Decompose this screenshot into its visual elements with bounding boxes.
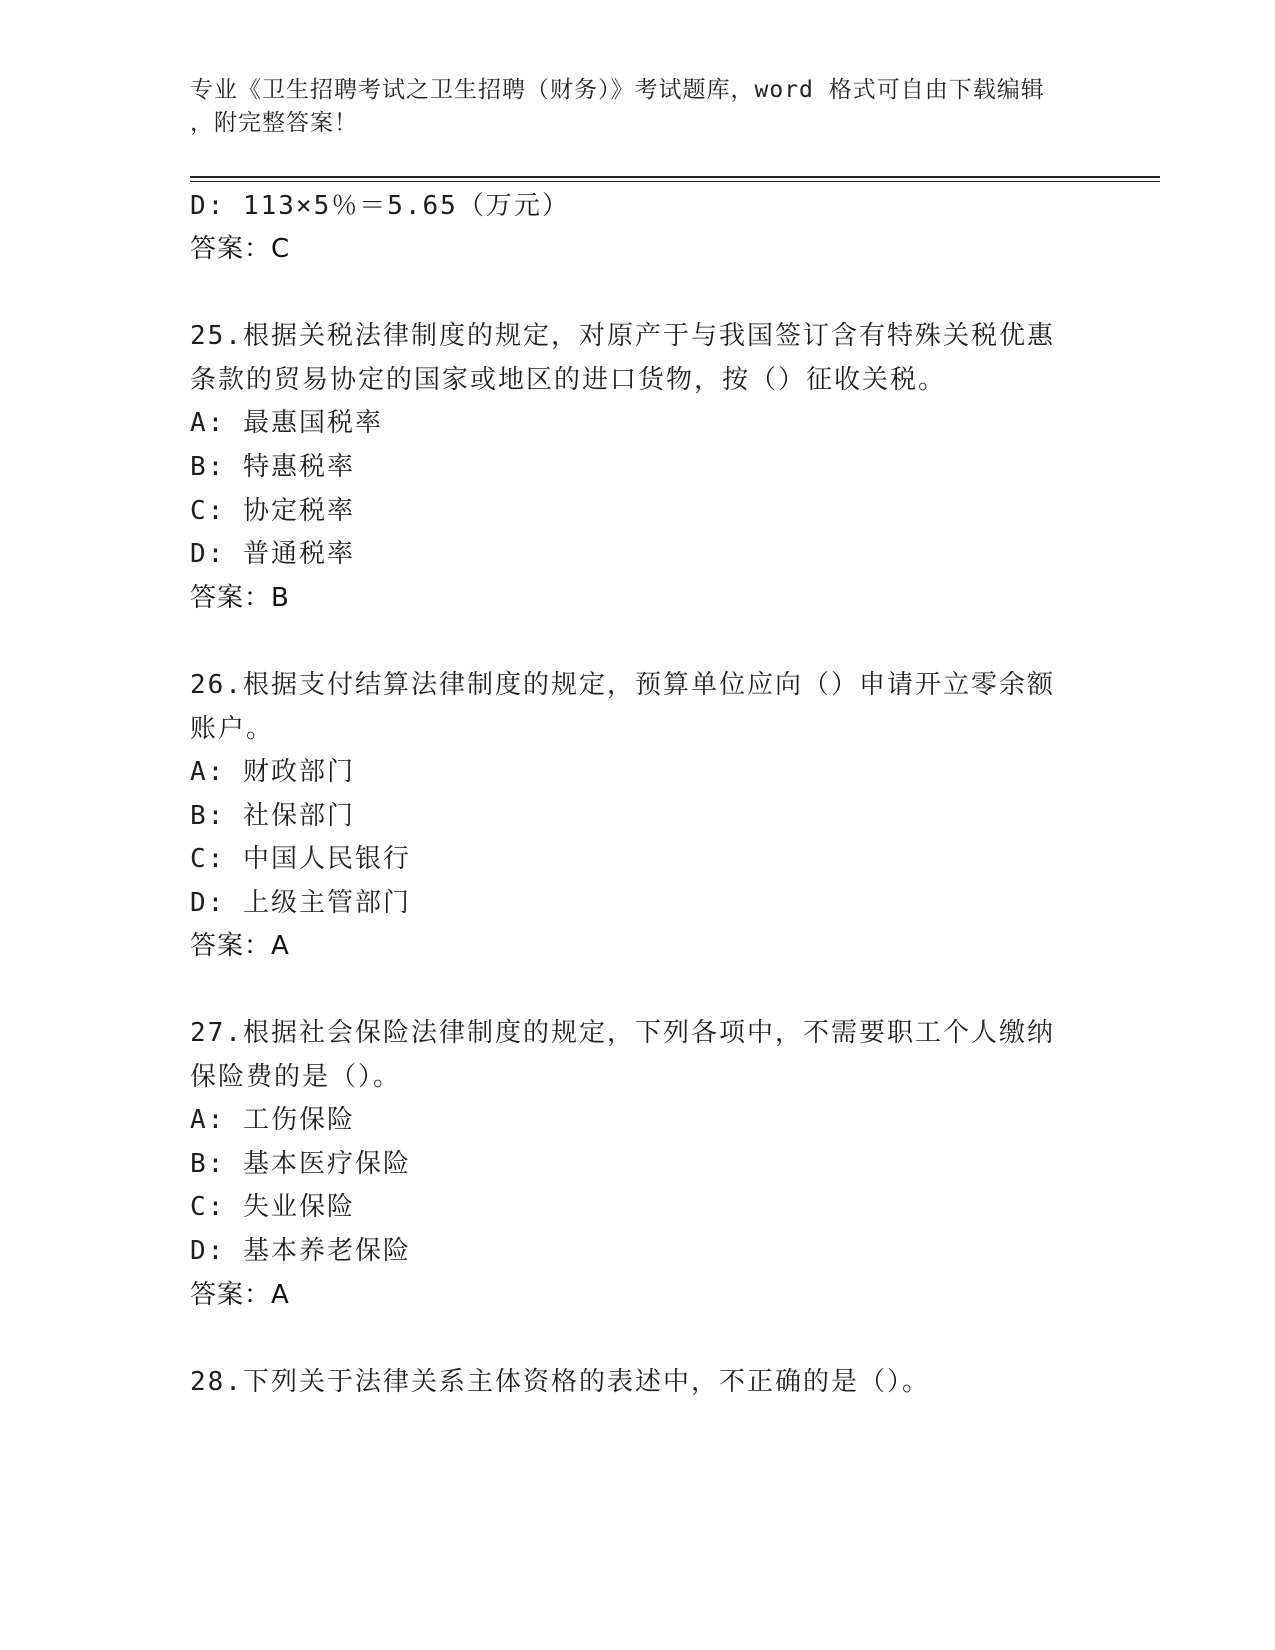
q27-answer: 答案：A xyxy=(190,1280,290,1310)
header-divider-thin xyxy=(190,181,1160,182)
q25-option-c: C: 协定税率 xyxy=(190,496,355,526)
q26-option-a: A: 财政部门 xyxy=(190,757,355,787)
q26-option-b: B: 社保部门 xyxy=(190,801,355,831)
document-header xyxy=(190,74,1090,140)
q27-option-d: D: 基本养老保险 xyxy=(190,1236,411,1266)
q27-stem-line-2: 保险费的是（）。 xyxy=(190,1062,402,1092)
q27-option-a: A: 工伤保险 xyxy=(190,1105,355,1135)
q27-stem-line-1: 27.根据社会保险法律制度的规定，下列各项中，不需要职工个人缴纳 xyxy=(190,1018,1055,1048)
header-divider-thick xyxy=(190,176,1160,178)
q26-option-d: D: 上级主管部门 xyxy=(190,888,411,918)
prev-answer: 答案：C xyxy=(190,234,291,264)
header-line-2: ，附完整答案！ xyxy=(190,110,358,136)
q26-stem-line-1: 26.根据支付结算法律制度的规定，预算单位应向（）申请开立零余额 xyxy=(190,670,1055,700)
q25-option-d: D: 普通税率 xyxy=(190,539,355,569)
q25-answer: 答案：B xyxy=(190,583,290,613)
q26-answer: 答案：A xyxy=(190,931,290,961)
q26-stem-line-2: 账户。 xyxy=(190,714,275,744)
prev-option-d: D: 113×5％＝5.65（万元） xyxy=(190,191,570,221)
q25-option-a: A: 最惠国税率 xyxy=(190,408,383,438)
q27-option-c: C: 失业保险 xyxy=(190,1192,355,1222)
q27-option-b: B: 基本医疗保险 xyxy=(190,1149,411,1179)
q26-option-c: C: 中国人民银行 xyxy=(190,844,411,874)
q28-stem-line-1: 28.下列关于法律关系主体资格的表述中，不正确的是（）。 xyxy=(190,1367,930,1397)
q25-stem-line-1: 25.根据关税法律制度的规定，对原产于与我国签订含有特殊关税优惠 xyxy=(190,321,1055,351)
q25-stem-line-2: 条款的贸易协定的国家或地区的进口货物，按（）征收关税。 xyxy=(190,365,947,395)
q25-option-b: B: 特惠税率 xyxy=(190,452,355,482)
header-line-1: 专业《卫生招聘考试之卫生招聘（财务）》考试题库，word 格式可自由下载编辑 xyxy=(190,77,1045,103)
